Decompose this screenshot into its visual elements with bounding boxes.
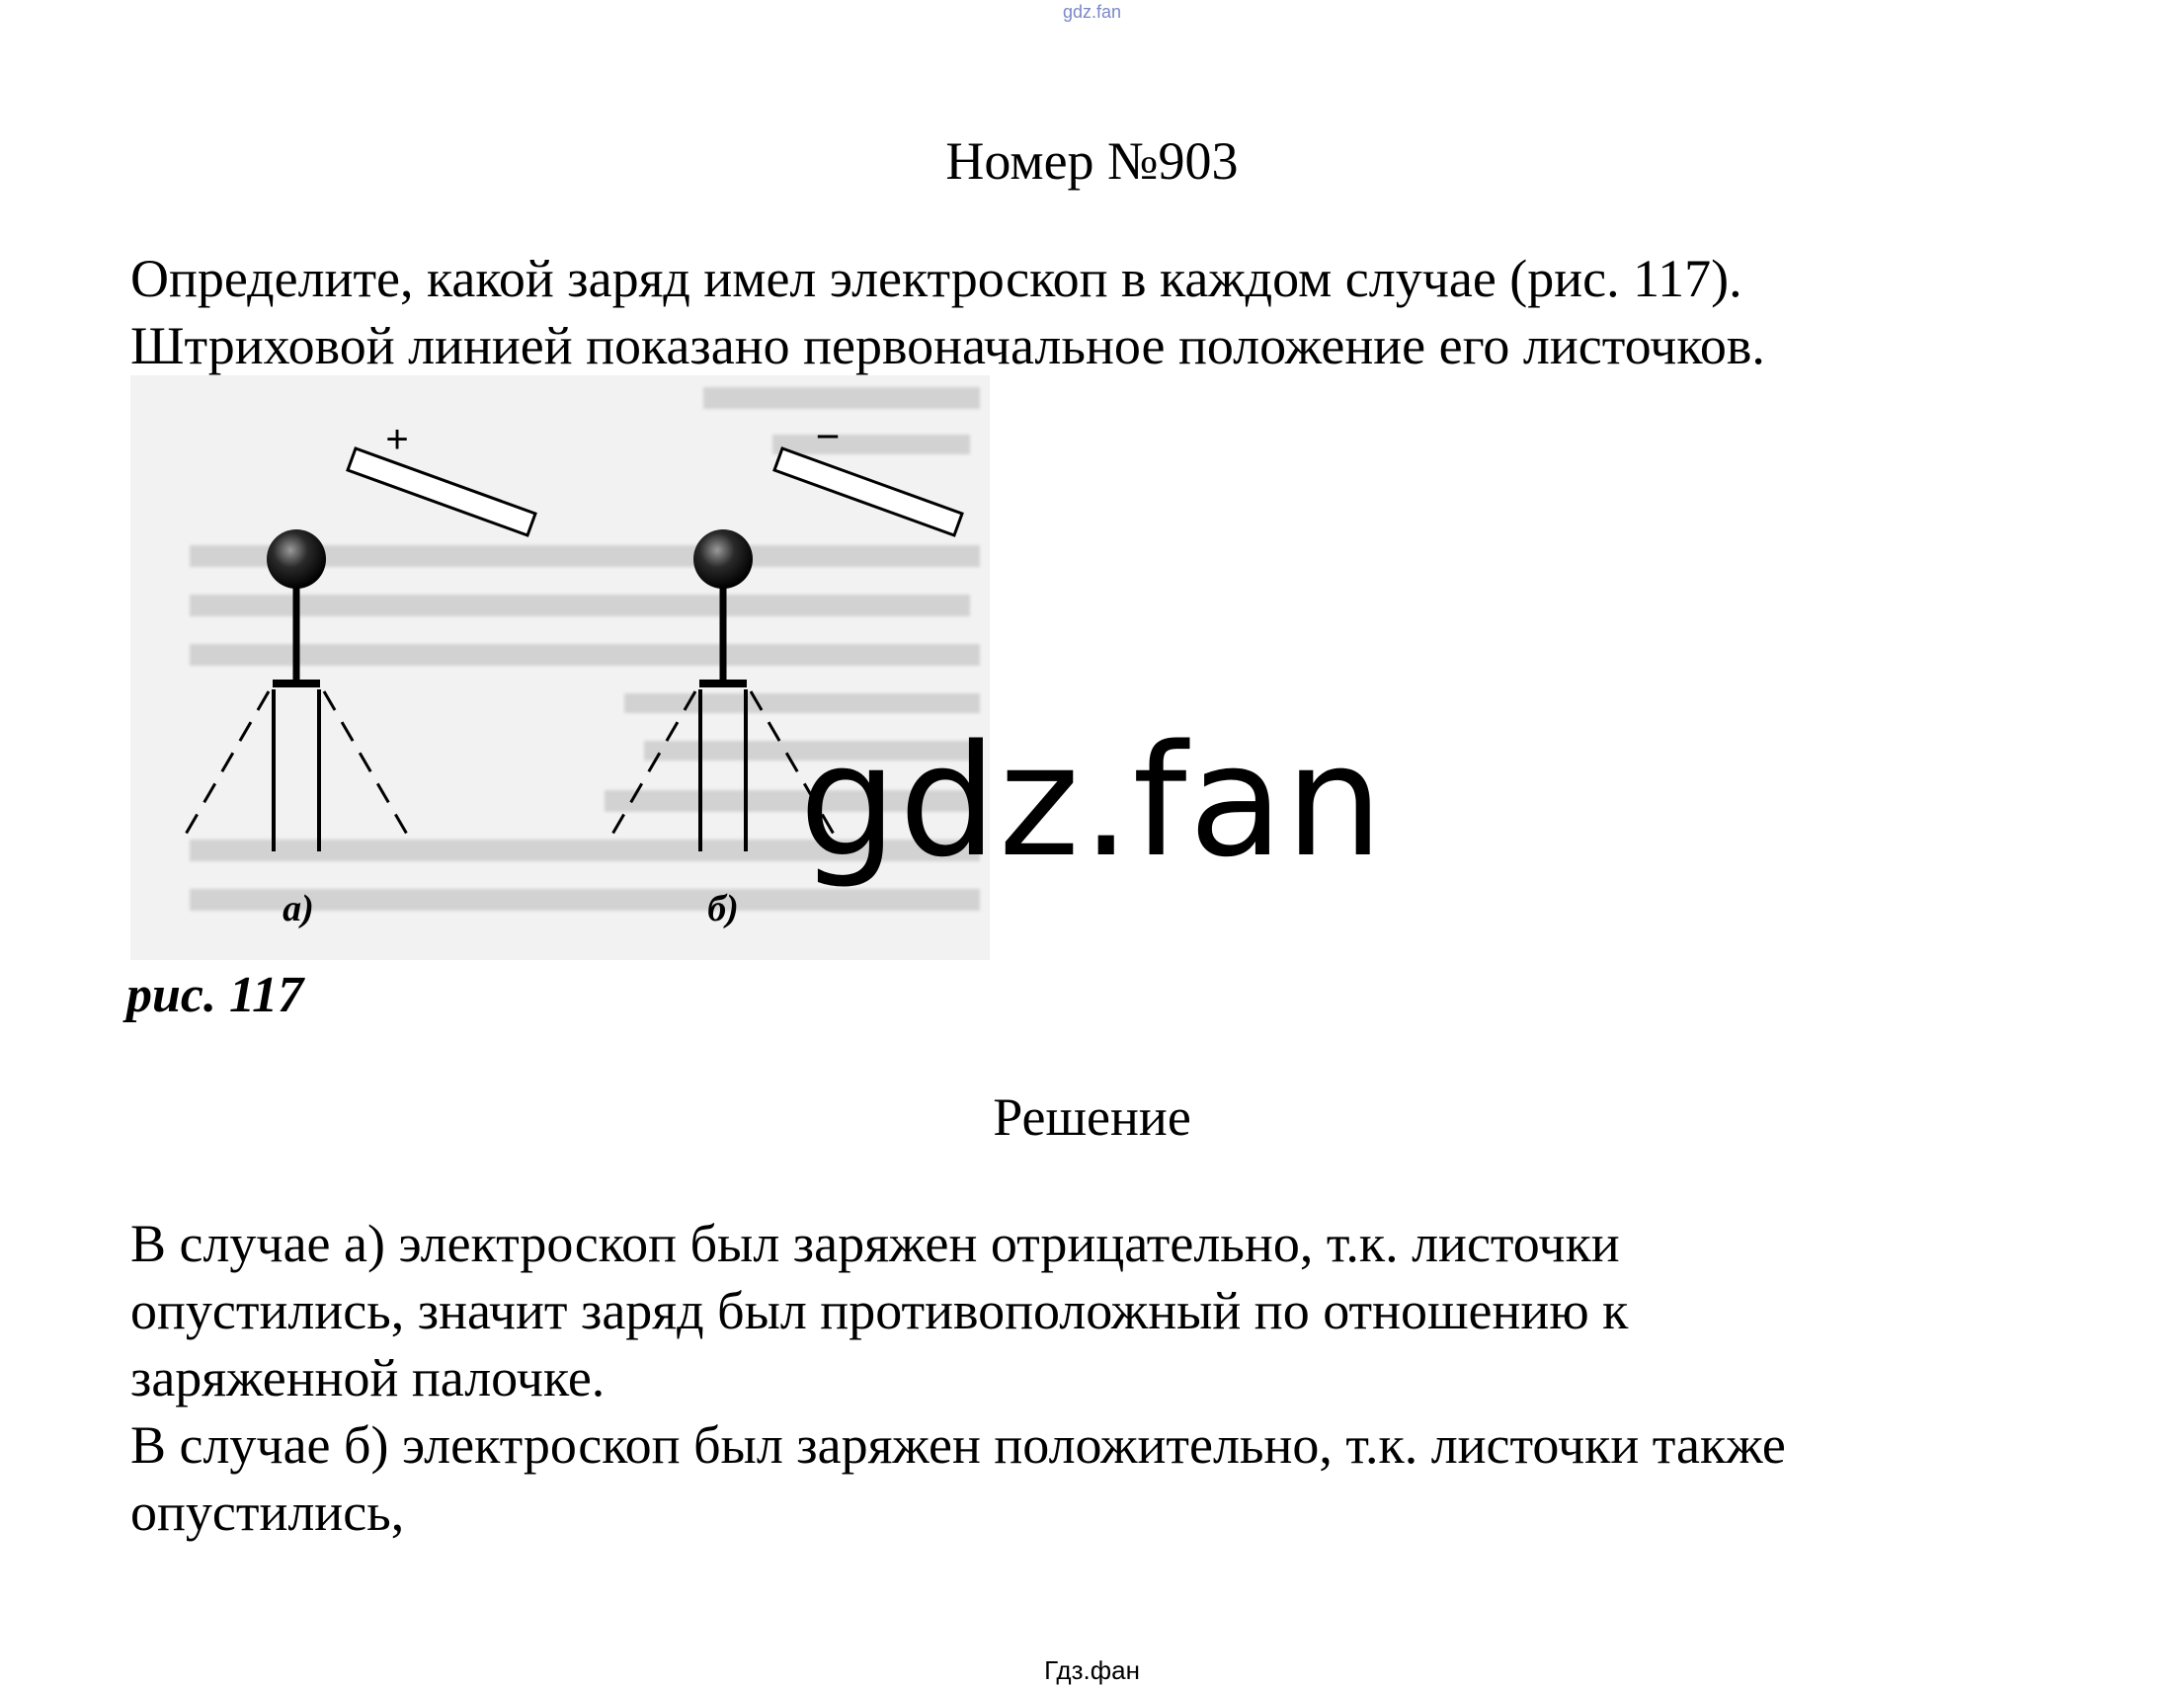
solution-line: опустились, значит заряд был противоположный по отношению к <box>130 1281 1629 1340</box>
solution-line: В случае а) электроскоп был заряжен отрицательно, т.к. листочки <box>130 1214 1620 1273</box>
rod-sign-a: + <box>385 418 409 461</box>
figure-caption: рис. 117 <box>126 967 304 1023</box>
electroscope-ball-a <box>267 529 326 589</box>
panel-label-b: б) <box>707 888 739 929</box>
solution-text <box>130 1210 1786 1546</box>
watermark: gdz.fan <box>799 711 1385 891</box>
task-line: Определите, какой заряд имел электроскоп в каждом случае (рис. 117). <box>130 249 1742 308</box>
page-title: Номер №903 <box>945 131 1239 191</box>
site-mark: gdz.fan <box>1062 2 1122 22</box>
footer-site-name: Гдз.фан <box>1044 1655 1140 1685</box>
solution-line: В случае б) электроскоп был заряжен положительно, т.к. листочки также <box>130 1415 1786 1475</box>
task-line: Штриховой линией показано первоначальное положение его листочков. <box>130 316 1765 375</box>
electroscope-ball-b <box>693 529 753 589</box>
rod-sign-b: − <box>815 413 841 459</box>
solution-line: опустились, <box>130 1483 405 1542</box>
solution-line: заряженной палочке. <box>130 1348 606 1407</box>
panel-label-a: а) <box>283 888 314 929</box>
task-text <box>130 245 1765 379</box>
solution-heading: Решение <box>993 1087 1191 1147</box>
